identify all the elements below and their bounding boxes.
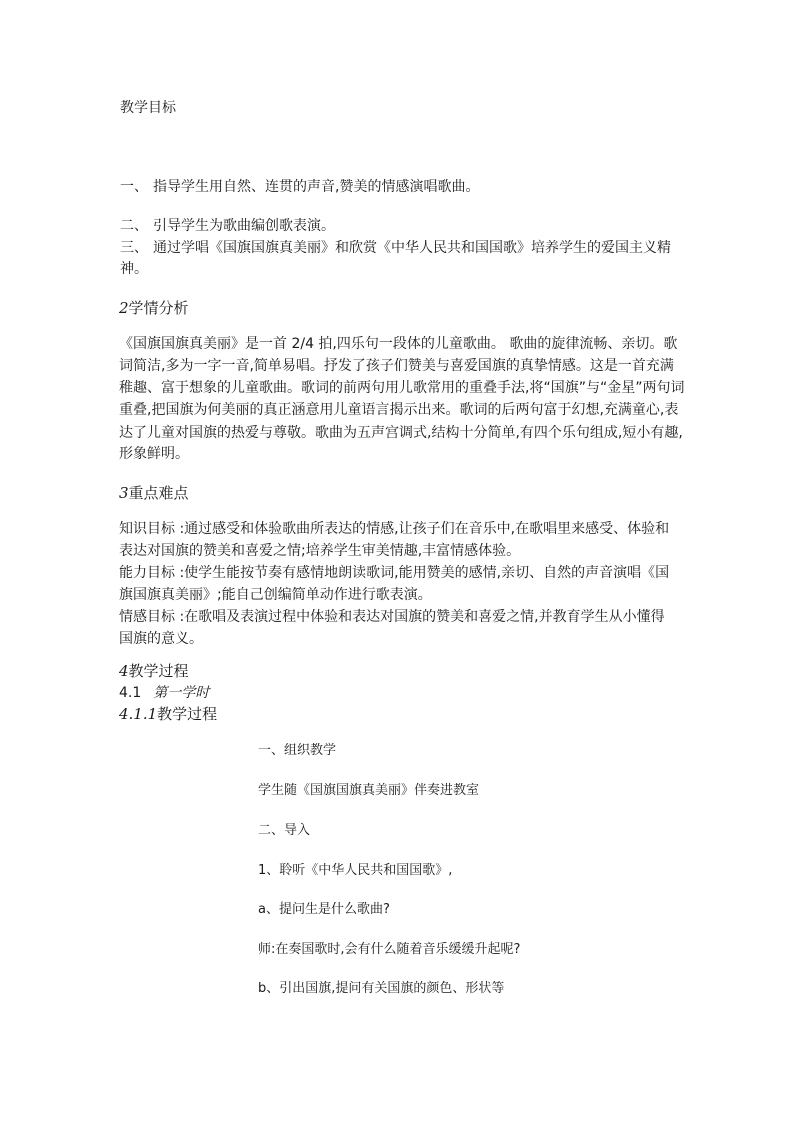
paragraph-line: 知识目标 :通过感受和体验歌曲所表达的情感,让孩子们在音乐中,在歌唱里来感受、体验和 bbox=[119, 521, 670, 537]
paragraph-line: 《国旗国旗真美丽》是一首 2/4 拍,四乐句一段体的儿童歌曲。 歌曲的旋律流畅、亲切。歌 bbox=[119, 336, 678, 352]
section-number: 4 bbox=[119, 662, 129, 680]
paragraph-line: 能力目标 :使学生能按节奏有感情地朗读歌词,能用赞美的感情,亲切、自然的声音演唱《国 bbox=[119, 565, 670, 581]
section-number: 2 bbox=[119, 299, 129, 317]
process-step: 一、组织教学 bbox=[258, 743, 337, 758]
subsection-number: 4.1 bbox=[119, 685, 142, 701]
process-step: b、引出国旗,提问有关国旗的颜色、形状等 bbox=[258, 981, 505, 996]
objective-marker: 三、 bbox=[120, 240, 148, 256]
paragraph-line: 词简洁,多为一字一音,简单易唱。抒发了孩子们赞美与喜爱国旗的真挚情感。这是一首充满 bbox=[119, 358, 674, 374]
paragraph-line: 形象鲜明。 bbox=[119, 446, 189, 462]
paragraph-line: 情感目标 :在歌唱及表演过程中体验和表达对国旗的赞美和喜爱之情,并教育学生从小懂得 bbox=[119, 609, 665, 625]
doc-title: 教学目标 bbox=[120, 100, 176, 116]
paragraph-line: 旗国旗真美丽》;能自己创编简单动作进行歌表演。 bbox=[119, 587, 432, 603]
objective-text: 引导学生为歌曲编创歌表演。 bbox=[153, 218, 335, 234]
section-heading bbox=[119, 660, 189, 682]
objective-marker: 二、 bbox=[120, 218, 148, 234]
objective-marker: 一、 bbox=[120, 179, 148, 195]
process-step: 师:在奏国歌时,会有什么随着音乐缓缓升起呢? bbox=[258, 942, 521, 957]
process-step: 1、聆听《中华人民共和国国歌》, bbox=[258, 863, 453, 878]
subsection-title: 第一学时 bbox=[153, 685, 210, 701]
section-heading bbox=[119, 482, 189, 504]
section-heading bbox=[119, 297, 189, 319]
paragraph-line: 达了儿童对国旗的热爱与尊敬。歌曲为五声宫调式,结构十分简单,有四个乐句组成,短小有趣, bbox=[119, 425, 683, 441]
section-title: 重点难点 bbox=[128, 484, 189, 502]
paragraph-line: 重叠,把国旗为何美丽的真正涵意用儿童语言揭示出来。歌词的后两句富于幻想,充满童心,表 bbox=[119, 402, 679, 418]
paragraph-line: 表达对国旗的赞美和喜爱之情;培养学生审美情趣,丰富情感体验。 bbox=[119, 543, 521, 559]
subsection-heading bbox=[119, 703, 217, 725]
paragraph-line: 稚趣、富于想象的儿童歌曲。歌词的前两句用儿歌常用的重叠手法,将“国旗”与“金星”两句词 bbox=[119, 380, 685, 396]
section-title: 教学过程 bbox=[128, 662, 189, 680]
subsection-heading bbox=[119, 683, 209, 703]
paragraph-line: 国旗的意义。 bbox=[119, 631, 203, 647]
process-step: 二、导入 bbox=[258, 823, 311, 838]
process-step: 学生随《国旗国旗真美丽》伴奏进教室 bbox=[258, 783, 480, 798]
subsection-number: 4.1.1 bbox=[119, 705, 158, 723]
process-step: a、提问生是什么歌曲? bbox=[258, 902, 390, 917]
subsection-title: 教学过程 bbox=[157, 705, 218, 723]
objective-text: 指导学生用自然、连贯的声音,赞美的情感演唱歌曲。 bbox=[153, 179, 480, 195]
section-title: 学情分析 bbox=[128, 299, 189, 317]
objective-text-cont: 神。 bbox=[120, 261, 148, 277]
section-number: 3 bbox=[119, 484, 129, 502]
objective-text: 通过学唱《国旗国旗真美丽》和欣赏《中华人民共和国国歌》培养学生的爱国主义精 bbox=[153, 240, 671, 256]
